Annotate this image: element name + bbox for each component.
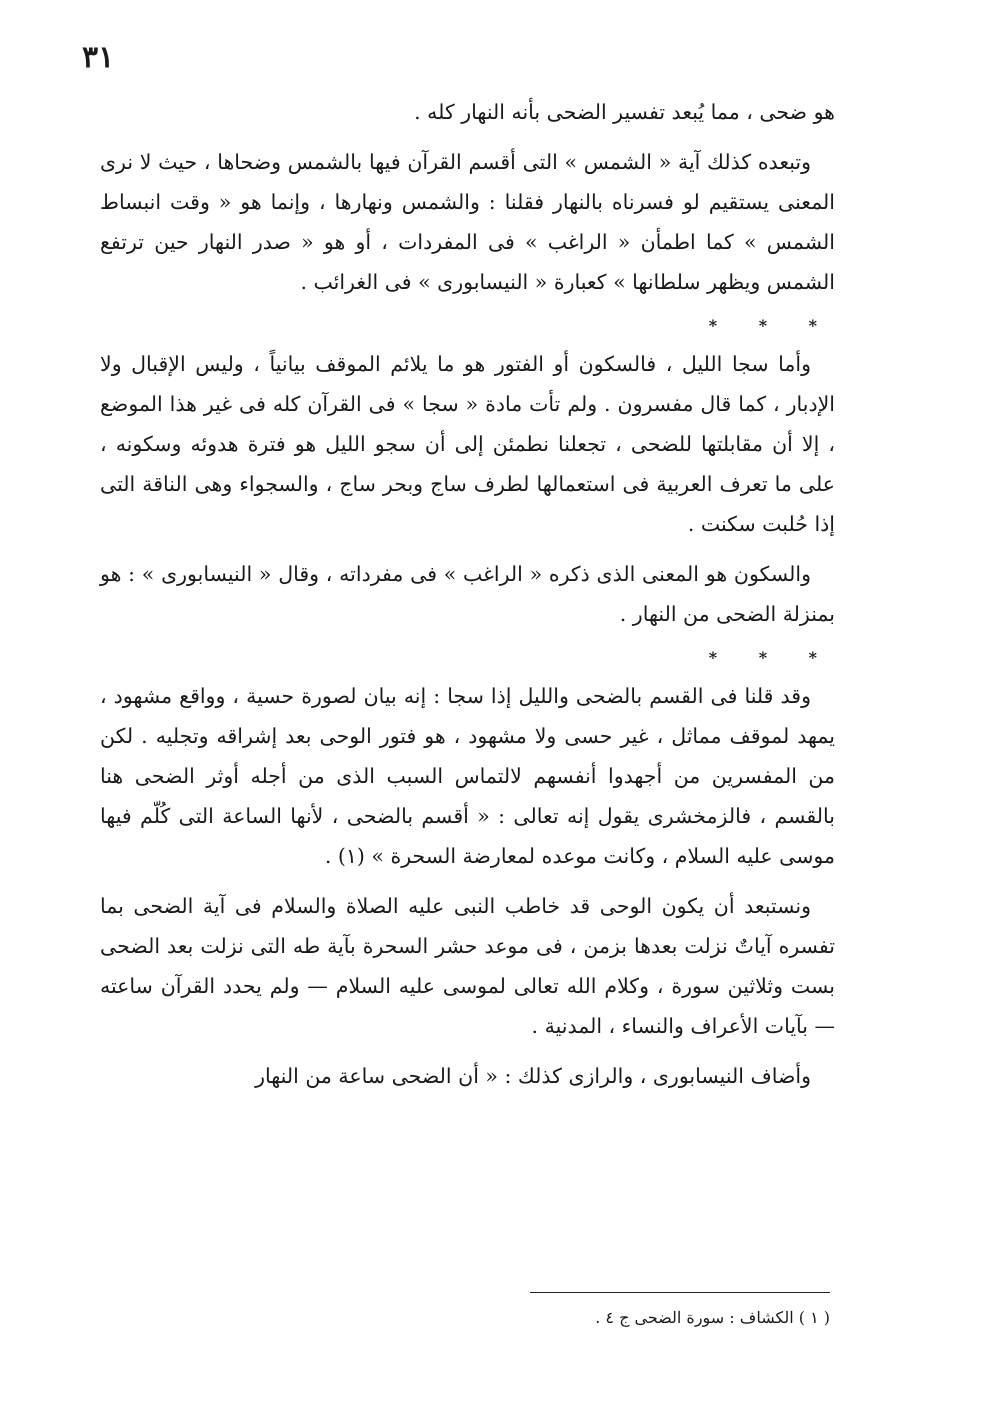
- paragraph-3: وأما سجا الليل ، فالسكون أو الفتور هو ما يلائم الموقف بيانياً ، وليس الإقبال ولا الإدبار ، كما قال مفسرون . ولم تأت مادة « سجا » فى القرآن كله فى غير هذا الموضع ، إلا أن مقابلتها للضحى ، تجعلنا نطمئن إلى أن سجو الليل هو فترة هدوئه وسكونه ، على ما تعرف العربية فى استعمالها لطرف ساج وبحر ساج ، والسجواء وهى الناقة التى إذا حُلبت سكنت .: [100, 352, 835, 536]
- footnote: ( ١ ) الكشاف : سورة الضحى ج ٤ .: [595, 1308, 830, 1327]
- paragraph-5: وقد قلنا فى القسم بالضحى والليل إذا سجا : إنه بيان لصورة حسية ، وواقع مشهود ، يمهد لموقف مماثل ، غير حسى ولا مشهود ، هو فتور الوحى بعد إشراقه وتجليه . لكن من المفسرين من أجهدوا أنفسهم لالتماس السبب الذى من أجله أوثر الضحى هنا بالقسم ، فالزمخشرى يقول إنه تعالى : « أقسم بالضحى ، لأنها الساعة التى كُلّم فيها موسى عليه السلام ، وكانت موعده لمعارضة السحرة » (١) .: [100, 684, 835, 868]
- footnote-divider: [530, 1292, 830, 1293]
- section-separator-1: * * *: [708, 316, 835, 335]
- paragraph-6: ونستبعد أن يكون الوحى قد خاطب النبى عليه الصلاة والسلام فى آية الضحى بما تفسره آياتٌ نزلت بعدها بزمن ، فى موعد حشر السحرة بآية طه التى نزلت بعد الضحى بست وثلاثين سورة ، وكلام الله تعالى لموسى عليه السلام — ولم يحدد القرآن ساعته — بآيات الأعراف والنساء ، المدنية .: [100, 894, 835, 1038]
- page-number: ٣١: [82, 40, 115, 75]
- paragraph-2: وتبعده كذلك آية « الشمس » التى أقسم القرآن فيها بالشمس وضحاها ، حيث لا نرى المعنى يستقيم لو فسرناه بالنهار فقلنا : والشمس ونهارها ، وإنما هو « وقت انبساط الشمس » كما اطمأن « الراغب » فى المفردات ، أو هو « صدر النهار حين ترتفع الشمس ويظهر سلطانها » كعبارة « النيسابورى » فى الغرائب .: [100, 150, 835, 294]
- paragraph-1: هو ضحى ، مما يُبعد تفسير الضحى بأنه النهار كله .: [414, 100, 835, 124]
- paragraph-7: وأضاف النيسابورى ، والرازى كذلك : « أن الضحى ساعة من النهار: [255, 1064, 811, 1088]
- section-separator-2: * * *: [708, 648, 835, 667]
- paragraph-4: والسكون هو المعنى الذى ذكره « الراغب » فى مفرداته ، وقال « النيسابورى » : هو بمنزلة الضحى من النهار .: [100, 562, 835, 626]
- body-text: [100, 92, 835, 1106]
